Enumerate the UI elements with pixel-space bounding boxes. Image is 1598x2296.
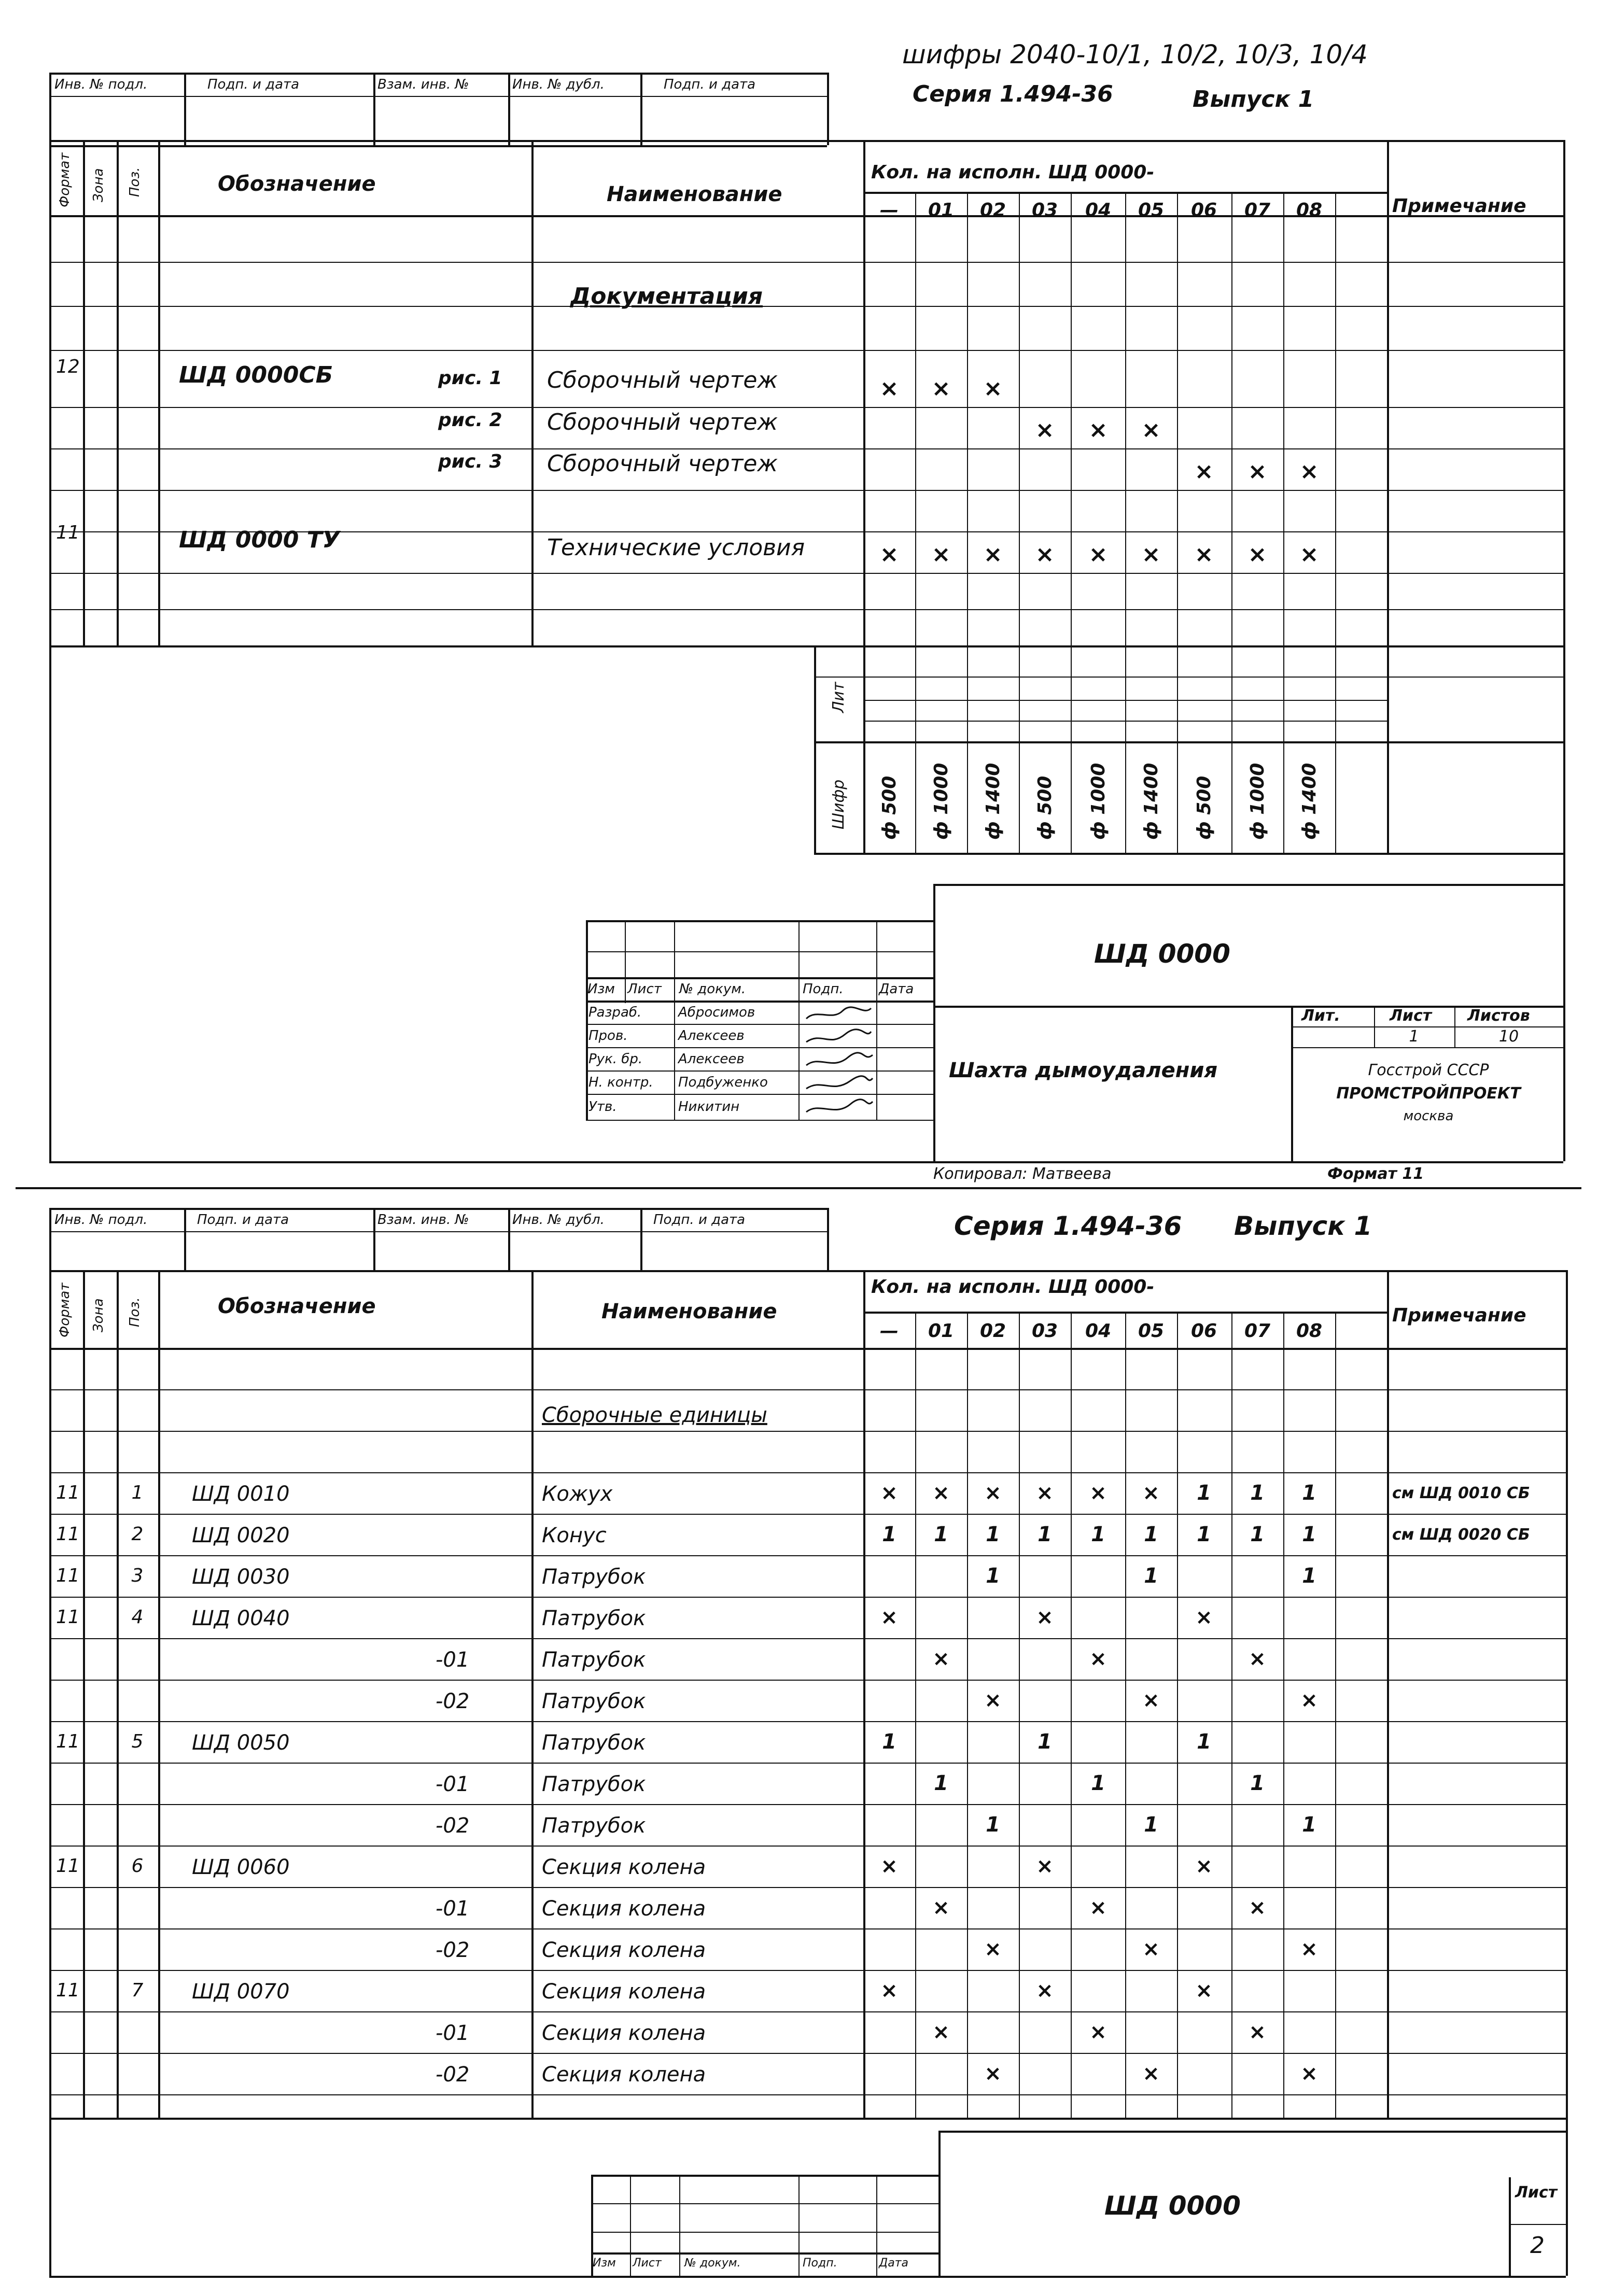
col-designation: Обозначение <box>218 172 376 196</box>
row-designation: ШД 0020 <box>192 1524 290 1547</box>
qty-mark: 1 <box>1302 1523 1316 1546</box>
variant-header: 03 <box>1031 200 1058 221</box>
qty-mark: × <box>1195 1605 1213 1629</box>
tb-sheet-no: 1 <box>1409 1027 1419 1046</box>
row-suffix: -02 <box>436 1938 470 1962</box>
row-suffix: -02 <box>436 1689 470 1713</box>
qty-mark: 1 <box>1038 1730 1052 1754</box>
stamp-label: Взам. инв. № <box>377 1212 469 1228</box>
row-name: Секция колена <box>542 1980 706 2004</box>
qty-mark: × <box>984 1937 1002 1961</box>
row-designation: ШД 0000СБ <box>179 362 333 388</box>
col-name: Наименование <box>601 1300 777 1323</box>
col-note: Примечание <box>1392 1305 1526 1326</box>
qty-mark: 1 <box>1250 1481 1265 1505</box>
copied-by: Копировал: Матвеева <box>933 1165 1112 1183</box>
stamp-label: Подп. и дата <box>664 77 756 92</box>
col-zone: Зона <box>91 1298 106 1332</box>
row-pos: 2 <box>131 1524 144 1545</box>
row-pos: 4 <box>131 1607 144 1628</box>
qty-mark: × <box>1142 1481 1160 1505</box>
variant-header: 05 <box>1138 1320 1165 1342</box>
qty-mark: × <box>1089 2020 1107 2044</box>
role-label: Утв. <box>588 1099 617 1115</box>
row-suffix: -02 <box>436 2063 470 2087</box>
role-name: Алексеев <box>678 1028 745 1044</box>
qty-mark: × <box>931 375 951 402</box>
qty-mark: × <box>983 541 1003 568</box>
qty-mark: × <box>1195 1979 1213 2003</box>
shaft-diameter: ф 1400 <box>983 763 1004 840</box>
qty-mark: × <box>1089 1896 1107 1920</box>
row-name: Патрубок <box>542 1565 646 1589</box>
org-line-2: ПРОМСТРОЙПРОЕКТ <box>1336 1084 1521 1103</box>
row-pos: 3 <box>131 1565 144 1586</box>
row-name: Секция колена <box>542 2021 706 2045</box>
qty-mark: × <box>1299 458 1319 485</box>
rev-header: № докум. <box>684 2257 741 2270</box>
row-name: Патрубок <box>542 1772 646 1796</box>
row-fig: рис. 1 <box>438 368 502 389</box>
role-label: Рук. бр. <box>588 1051 643 1067</box>
lit-label: Лит <box>830 682 848 713</box>
row-note: см ШД 0020 СБ <box>1392 1526 1530 1544</box>
qty-mark: × <box>984 1481 1002 1505</box>
tb-sheet: Лист <box>1390 1007 1432 1025</box>
series-label: Серия 1.494-36 <box>913 81 1113 107</box>
qty-mark: × <box>1247 458 1267 485</box>
variant-header: 02 <box>979 200 1006 221</box>
qty-mark: × <box>1249 2020 1266 2044</box>
stamp-label: Подп. и дата <box>207 77 300 92</box>
col-qty: Кол. на исполн. ШД 0000- <box>871 1276 1155 1298</box>
row-format: 11 <box>56 1855 80 1877</box>
qty-mark: × <box>1088 417 1108 443</box>
org-line-3: москва <box>1403 1108 1454 1124</box>
row-suffix: -01 <box>436 2021 470 2045</box>
col-designation: Обозначение <box>218 1294 376 1318</box>
qty-mark: × <box>1194 458 1214 485</box>
row-name: Секция колена <box>542 1855 706 1879</box>
row-fig: рис. 2 <box>438 410 502 431</box>
qty-mark: × <box>932 1896 950 1920</box>
series-label: Серия 1.494-36 <box>954 1211 1182 1241</box>
qty-mark: × <box>880 1605 898 1629</box>
qty-mark: × <box>1089 1647 1107 1671</box>
qty-mark: × <box>1142 1688 1160 1712</box>
rev-header: № докум. <box>679 981 746 997</box>
row-format: 12 <box>56 356 80 377</box>
tb-sheets: Листов <box>1467 1007 1530 1025</box>
row-suffix: -01 <box>436 1648 470 1672</box>
row-pos: 6 <box>131 1855 144 1877</box>
variant-header: 01 <box>928 1320 955 1342</box>
col-pos: Поз. <box>127 167 143 197</box>
row-pos: 1 <box>131 1482 144 1503</box>
qty-mark: 1 <box>1197 1730 1211 1754</box>
rev-header: Дата <box>879 981 914 997</box>
qty-mark: 1 <box>1250 1523 1265 1546</box>
col-note: Примечание <box>1392 195 1526 217</box>
stamp-label: Подп. и дата <box>653 1212 746 1228</box>
qty-mark: 1 <box>1197 1481 1211 1505</box>
qty-mark: 1 <box>1302 1564 1316 1588</box>
qty-mark: × <box>1035 417 1055 443</box>
rev-header: Подп. <box>803 981 844 997</box>
row-name: Секция колена <box>542 1897 706 1921</box>
rev-header: Лист <box>633 2257 662 2270</box>
qty-mark: × <box>880 1854 898 1878</box>
role-name: Абросимов <box>678 1005 755 1020</box>
qty-mark: × <box>1036 1854 1054 1878</box>
qty-mark: 1 <box>1302 1813 1316 1837</box>
row-format: 11 <box>56 1731 80 1752</box>
qty-mark: × <box>880 1979 898 2003</box>
qty-mark: × <box>1036 1605 1054 1629</box>
qty-mark: 1 <box>934 1523 948 1546</box>
stamp-label: Инв. № дубл. <box>512 77 605 92</box>
row-format: 11 <box>56 1980 80 2001</box>
qty-mark: × <box>1035 541 1055 568</box>
row-format: 11 <box>56 1524 80 1545</box>
shaft-diameter: ф 1400 <box>1141 763 1162 840</box>
doc-title: Шахта дымоудаления <box>949 1059 1218 1082</box>
tb-sheet-no: 2 <box>1530 2232 1545 2259</box>
shaft-diameter: ф 500 <box>879 776 900 840</box>
shaft-diameter: ф 500 <box>1034 776 1056 840</box>
col-zone: Зона <box>91 168 106 202</box>
rev-header: Изм <box>587 981 615 997</box>
shaft-diameter: ф 500 <box>1194 776 1215 840</box>
org-line-1: Госстрой СССР <box>1368 1061 1489 1079</box>
qty-mark: × <box>931 541 951 568</box>
row-designation: ШД 0000 ТУ <box>179 527 340 553</box>
qty-mark: 1 <box>1302 1481 1316 1505</box>
qty-mark: × <box>1036 1481 1054 1505</box>
qty-mark: × <box>1142 2062 1160 2086</box>
row-pos: 7 <box>131 1980 144 2001</box>
qty-mark: 1 <box>934 1771 948 1795</box>
qty-mark: × <box>879 541 899 568</box>
qty-mark: × <box>1300 1937 1318 1961</box>
col-format: Формат <box>57 1283 73 1337</box>
rev-header: Лист <box>627 981 662 997</box>
signatures <box>801 1001 876 1120</box>
qty-mark: × <box>1089 1481 1107 1505</box>
section-title: Документация <box>570 283 763 309</box>
issue-label: Выпуск 1 <box>1193 86 1314 112</box>
row-designation: ШД 0040 <box>192 1607 290 1630</box>
row-name: Кожух <box>542 1482 613 1506</box>
variant-header: 08 <box>1296 1320 1323 1342</box>
rev-header: Дата <box>879 2257 908 2270</box>
row-name: Конус <box>542 1524 607 1547</box>
qty-mark: 1 <box>1144 1564 1158 1588</box>
qty-mark: × <box>880 1481 898 1505</box>
role-label: Н. контр. <box>588 1075 653 1090</box>
qty-mark: 1 <box>1144 1813 1158 1837</box>
qty-mark: × <box>1088 541 1108 568</box>
variant-header: 06 <box>1190 200 1217 221</box>
row-designation: ШД 0010 <box>192 1482 290 1506</box>
col-pos: Поз. <box>127 1297 143 1327</box>
qty-mark: × <box>1300 2062 1318 2086</box>
qty-mark: 1 <box>1197 1523 1211 1546</box>
role-name: Никитин <box>678 1099 740 1115</box>
row-name: Патрубок <box>542 1814 646 1838</box>
qty-mark: × <box>1247 541 1267 568</box>
variant-header: — <box>880 200 899 221</box>
qty-mark: × <box>879 375 899 402</box>
row-name: Патрубок <box>542 1607 646 1630</box>
row-format: 11 <box>56 522 80 543</box>
tb-sheet: Лист <box>1515 2184 1558 2202</box>
row-name: Сборочный чертеж <box>547 367 778 393</box>
qty-mark: × <box>984 2062 1002 2086</box>
qty-mark: 1 <box>1250 1771 1265 1795</box>
qty-mark: × <box>1142 1937 1160 1961</box>
qty-mark: × <box>1036 1979 1054 2003</box>
rev-header: Изм <box>593 2257 616 2270</box>
qty-mark: 1 <box>1144 1523 1158 1546</box>
section-title: Сборочные единицы <box>542 1403 767 1427</box>
row-format: 11 <box>56 1565 80 1586</box>
variant-header: 01 <box>928 200 955 221</box>
role-label: Разраб. <box>588 1005 642 1020</box>
variant-header: 08 <box>1296 200 1323 221</box>
qty-mark: × <box>1194 541 1214 568</box>
role-name: Подбуженко <box>678 1075 768 1090</box>
tb-sheets-no: 10 <box>1498 1027 1519 1046</box>
row-designation: ШД 0050 <box>192 1731 290 1755</box>
qty-mark: 1 <box>882 1523 896 1546</box>
format-label: Формат 11 <box>1327 1165 1424 1183</box>
qty-mark: 1 <box>1038 1523 1052 1546</box>
qty-mark: 1 <box>882 1730 896 1754</box>
qty-mark: × <box>932 1647 950 1671</box>
qty-mark: 1 <box>1091 1771 1105 1795</box>
row-pos: 5 <box>131 1731 144 1752</box>
row-designation: ШД 0070 <box>192 1980 290 2004</box>
doc-designation: ШД 0000 <box>1104 2191 1241 2221</box>
shaft-label: Шифр <box>830 779 848 829</box>
variant-header: 07 <box>1244 1320 1271 1342</box>
row-name: Сборочный чертеж <box>547 450 778 477</box>
qty-mark: 1 <box>986 1813 1000 1837</box>
issue-label: Выпуск 1 <box>1234 1211 1372 1241</box>
row-format: 11 <box>56 1482 80 1503</box>
qty-mark: 1 <box>1091 1523 1105 1546</box>
row-name: Технические условия <box>547 534 805 561</box>
col-qty: Кол. на исполн. ШД 0000- <box>871 162 1155 183</box>
variant-header: 02 <box>979 1320 1006 1342</box>
row-designation: ШД 0030 <box>192 1565 290 1589</box>
role-label: Пров. <box>588 1028 628 1044</box>
row-name: Патрубок <box>542 1648 646 1672</box>
qty-mark: × <box>1195 1854 1213 1878</box>
row-name: Сборочный чертеж <box>547 409 778 435</box>
row-name: Секция колена <box>542 1938 706 1962</box>
row-suffix: -02 <box>436 1814 470 1838</box>
shaft-diameter: ф 1400 <box>1299 763 1320 840</box>
variant-header: 04 <box>1085 200 1112 221</box>
qty-mark: × <box>1249 1647 1266 1671</box>
shaft-diameter: ф 1000 <box>931 763 952 840</box>
role-name: Алексеев <box>678 1051 745 1067</box>
variant-header: 06 <box>1190 1320 1217 1342</box>
cipher-note: шифры 2040-10/1, 10/2, 10/3, 10/4 <box>902 39 1368 69</box>
row-suffix: -01 <box>436 1772 470 1796</box>
stamp-label: Инв. № дубл. <box>512 1212 605 1228</box>
row-note: см ШД 0010 СБ <box>1392 1484 1530 1502</box>
shaft-diameter: ф 1000 <box>1247 763 1268 840</box>
row-fig: рис. 3 <box>438 451 502 472</box>
row-name: Патрубок <box>542 1731 646 1755</box>
qty-mark: 1 <box>986 1564 1000 1588</box>
qty-mark: × <box>932 1481 950 1505</box>
qty-mark: × <box>1141 417 1161 443</box>
tb-lit: Лит. <box>1301 1007 1340 1025</box>
stamp-label: Инв. № подл. <box>54 77 148 92</box>
qty-mark: 1 <box>986 1523 1000 1546</box>
qty-mark: × <box>1249 1896 1266 1920</box>
stamp-label: Взам. инв. № <box>377 77 469 92</box>
qty-mark: × <box>1300 1688 1318 1712</box>
stamp-label: Инв. № подл. <box>54 1212 148 1228</box>
variant-header: 05 <box>1138 200 1165 221</box>
col-format: Формат <box>57 152 73 207</box>
doc-designation: ШД 0000 <box>1094 939 1230 969</box>
qty-mark: × <box>983 375 1003 402</box>
row-name: Секция колена <box>542 2063 706 2087</box>
col-name: Наименование <box>607 182 782 206</box>
stamp-label: Подп. и дата <box>197 1212 289 1228</box>
rev-header: Подп. <box>803 2257 837 2270</box>
variant-header: — <box>880 1320 899 1342</box>
variant-header: 03 <box>1031 1320 1058 1342</box>
row-designation: ШД 0060 <box>192 1855 290 1879</box>
variant-header: 07 <box>1244 200 1271 221</box>
qty-mark: × <box>984 1688 1002 1712</box>
row-format: 11 <box>56 1607 80 1628</box>
qty-mark: × <box>932 2020 950 2044</box>
row-name: Патрубок <box>542 1689 646 1713</box>
qty-mark: × <box>1299 541 1319 568</box>
shaft-diameter: ф 1000 <box>1088 763 1109 840</box>
variant-header: 04 <box>1085 1320 1112 1342</box>
qty-mark: × <box>1141 541 1161 568</box>
row-suffix: -01 <box>436 1897 470 1921</box>
